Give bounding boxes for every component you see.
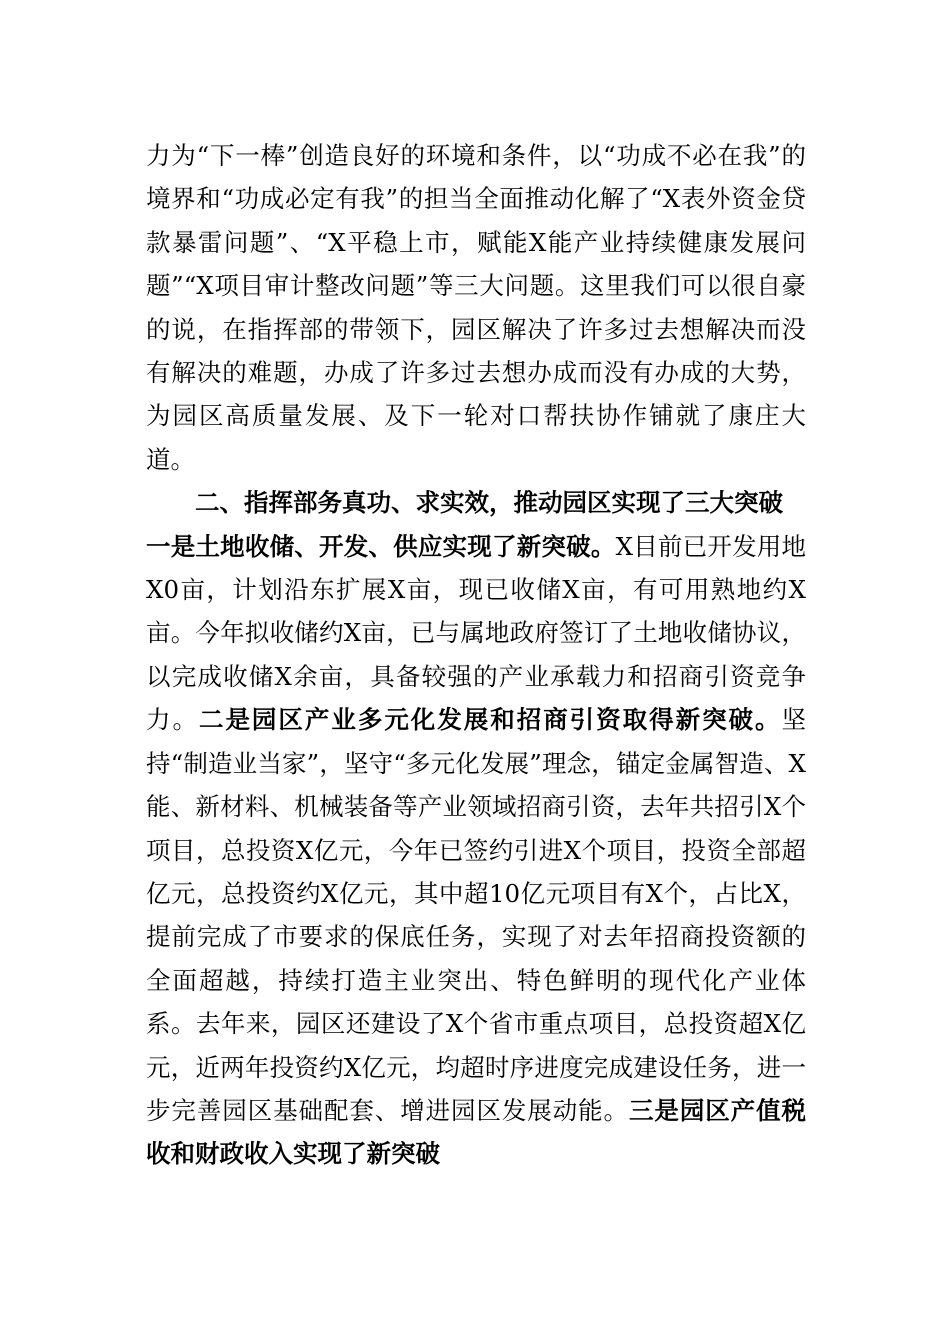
point-1-text: X目前已开发用地X0亩，计划沿东扩展X亩，现已收储X亩，有可用熟地约X亩。今年拟收储约X亩，已与属地政府签订了土地收储协议，以完成收储X余亩，具备较强的产业承载力和招商引资竞争力。 [146, 531, 806, 735]
point-3-title: 三是园区产值税收和财政收入实现了新突破 [146, 1095, 807, 1169]
section-heading: 二、指挥部务真功、求实效，推动园区实现了三大突破 [195, 488, 783, 518]
body-paragraph-points [146, 525, 806, 1176]
point-2-title: 二是园区产业多元化发展和招商引资取得新突破。 [198, 705, 782, 735]
body-paragraph: 力为“下一棒”创造良好的环境和条件，以“功成不必在我”的境界和“功成必定有我”的担当全面推动化解了“X表外资金贷款暴雷问题”、“X平稳上市，赋能X能产业持续健康发展问题”“X项目审计整改问题”等三大问题。这里我们可以很自豪的说，在指挥部的带领下，园区解决了许多过去想解决而没有解决的难题，办成了许多过去想办成而没有办成的大势，为园区高质量发展、及下一轮对口帮扶协作铺就了康庄大道。 [146, 141, 806, 474]
point-1-title: 一是土地收储、开发、供应实现了新突破。 [146, 531, 616, 561]
document-page [146, 134, 806, 1176]
point-2-text: 坚持“制造业当家”，坚守“多元化发展”理念，锚定金属智造、X能、新材料、机械装备等产业领域招商引资，去年共招引X个项目，总投资X亿元，今年已签约引进X个项目，投资全部超亿元，总投资约X亿元，其中超10亿元项目有X个，占比X，提前完成了市要求的保底任务，实现了对去年招商投资额的全面超越，持续打造主业突出、特色鲜明的现代化产业体系。去年来，园区还建设了X个省市重点项目，总投资超X亿元，近两年投资约X亿元，均超时序进度完成建设任务，进一步完善园区基础配套、增进园区发展动能。 [146, 705, 807, 1125]
